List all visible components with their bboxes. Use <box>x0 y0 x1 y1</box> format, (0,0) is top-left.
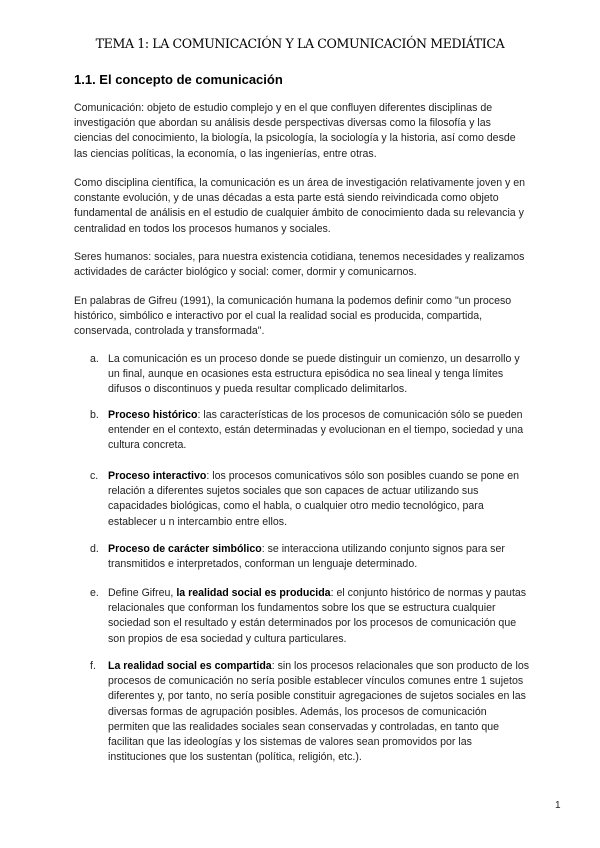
list-item-text: Proceso histórico: las características de los procesos de comunicación sólo se pueden entender en el contexto, están determinadas y evolucionan en el tiempo, sociedad y una cultura concreta. <box>108 409 524 452</box>
paragraph-discipline: Como disciplina científica, la comunicación es un área de investigación relativamente joven y en constante evolución, y de unas décadas a esta parte está siendo reivindicada como objeto fundamental de análisis en el estudio de cualquier ámbito de conocimiento dada su relevancia y centralidad en todos los procesos humanos y sociales. <box>74 177 526 235</box>
paragraph-definition: Comunicación: objeto de estudio complejo y en el que confluyen diferentes disciplinas de investigación que abordan su análisis desde perspectivas diversas como la filosofía y las ciencias del conocimiento, la biología, la psicología, la sociología y la historia, así como desde las ciencias políticas, la economía, o las ingenierías, entre otras. <box>74 102 516 160</box>
list-marker: b. <box>90 409 99 421</box>
list-item <box>90 542 530 572</box>
paragraph-gifreu-quote: En palabras de Gifreu (1991), la comunicación humana la podemos definir como "un proceso histórico, simbólico e interactivo por el cual la realidad social es producida, compartida, conservada, controlada y transformada". <box>74 295 512 338</box>
list-marker: f. <box>90 660 96 672</box>
section-heading: 1.1. El concepto de comunicación <box>74 72 283 87</box>
list-item-text: Proceso de carácter simbólico: se interacciona utilizando conjunto signos para ser transmitidos e interpretados, conforman un lenguaje determinado. <box>108 543 505 571</box>
list-marker: d. <box>90 543 99 555</box>
page-number: 1 <box>555 800 561 811</box>
list-marker: c. <box>90 470 99 482</box>
paragraph-human-beings: Seres humanos: sociales, para nuestra existencia cotidiana, tenemos necesidades y realizamos actividades de carácter biológico y social: comer, dormir y comunicarnos. <box>74 251 525 279</box>
list-marker: a. <box>90 353 99 365</box>
list-item <box>90 408 530 454</box>
document-title: TEMA 1: LA COMUNICACIÓN Y LA COMUNICACIÓN MEDIÁTICA <box>95 36 505 51</box>
list-item-text: La comunicación es un proceso donde se puede distinguir un comienzo, un desarrollo y un final, aunque en ocasiones esta estructura episódica no sea lineal y tenga límites difusos o discontinuos y pueda resultar complicado delimitarlos. <box>108 353 520 396</box>
list-item <box>90 352 530 398</box>
list-marker: e. <box>90 587 99 599</box>
list-item-text: Proceso interactivo: los procesos comunicativos sólo son posibles cuando se pone en relación a diferentes sujetos sociales que son capaces de actuar utilizando sus capacidades biológicas, como el habla, o cualquier otro medio tecnológico, para establecer u n intercambio entre ellos. <box>108 470 520 528</box>
list-item <box>90 469 530 530</box>
list-item <box>90 586 530 647</box>
list-item-text: La realidad social es compartida: sin los procesos relacionales que son producto de los procesos de comunicación no sería posible establecer vínculos comunes entre 1 sujetos diferentes y, por tanto, no sería posible constituir agregaciones de sujetos sociales en las diversas formas de agrupación posibles. Además, los procesos de comunicación permiten que las realidades sociales sean conservadas y controladas, en tanto que facilitan que las ideologías y los sistemas de valores sean promovidos por las instituciones que los sustentan (política, religión, etc.). <box>108 660 530 764</box>
list-item-text: Define Gifreu, la realidad social es producida: el conjunto histórico de normas y pautas relacionales que conforman los fundamentos sobre los que se estructura cualquier sociedad son el resultado y están determinados por los procesos de comunicación que son propios de esa sociedad y cultura particulares. <box>108 587 527 645</box>
list-item <box>90 659 530 765</box>
